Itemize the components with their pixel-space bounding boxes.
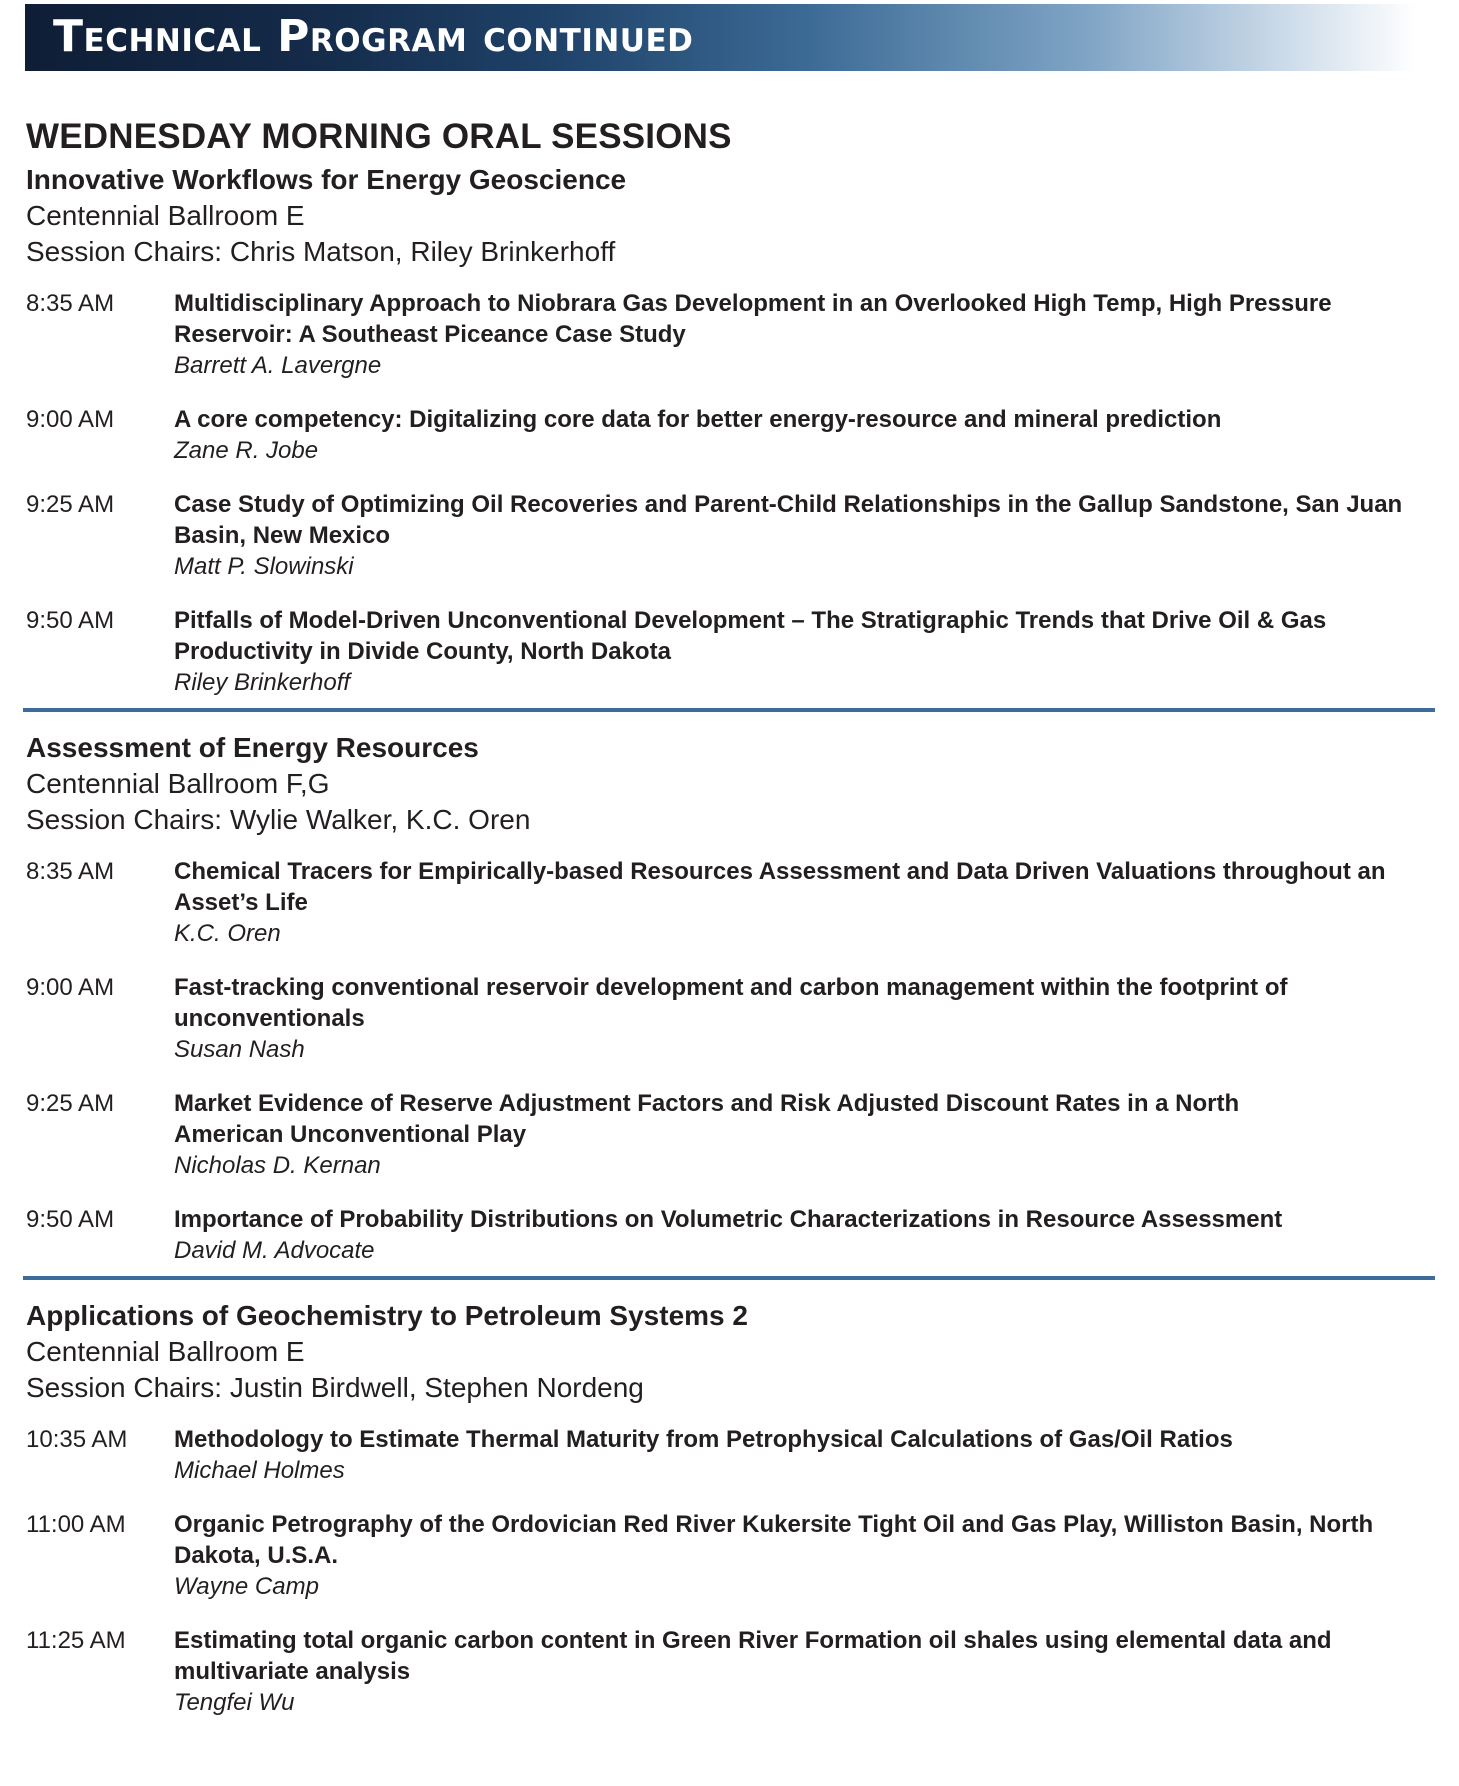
session-room: Centennial Ballroom F,G [26,768,330,799]
session-assessment-energy-resources [26,730,1436,1266]
talk-item [26,1625,1436,1718]
talk-item [26,288,1436,381]
talk-title: Organic Petrography of the Ordovician Red River Kukersite Tight Oil and Gas Play, Williston Basin, North Dakota, U.S.A. [174,1511,1374,1569]
talk-author: David M. Advocate [174,1237,375,1264]
talk-item [26,1424,1436,1486]
talk-time: 9:25 AM [26,491,115,518]
talk-author: Michael Holmes [174,1457,345,1484]
section-banner [25,4,1417,71]
session-geochemistry-petroleum [26,1298,1436,1718]
talk-item [26,404,1436,466]
talk-author: Nicholas D. Kernan [174,1152,381,1179]
talk-time: 9:25 AM [26,1090,115,1117]
talk-title: Estimating total organic carbon content in Green River Formation oil shales using elemental data and multivariate analysis [174,1627,1332,1685]
session-chairs: Session Chairs: Wylie Walker, K.C. Oren [26,804,531,835]
talk-list [26,856,1436,1266]
talk-title: Fast-tracking conventional reservoir development and carbon management within the footprint of unconventionals [174,974,1288,1032]
talk-list [26,288,1436,698]
talk-item [26,1088,1436,1181]
session-innovative-workflows [26,162,1436,698]
talk-author: K.C. Oren [174,920,281,947]
talk-author: Tengfei Wu [174,1689,295,1716]
talk-time: 8:35 AM [26,858,115,885]
talk-title: Methodology to Estimate Thermal Maturity from Petrophysical Calculations of Gas/Oil Ratios [174,1426,1233,1453]
talk-time: 9:00 AM [26,974,115,1001]
session-chairs: Session Chairs: Chris Matson, Riley Brinkerhoff [26,236,616,267]
talk-title: Market Evidence of Reserve Adjustment Factors and Risk Adjusted Discount Rates in a North American Unconventional Play [174,1090,1240,1148]
talk-title: A core competency: Digitalizing core data for better energy-resource and mineral prediction [174,406,1222,433]
talk-time: 10:35 AM [26,1426,128,1453]
talk-time: 11:00 AM [26,1511,126,1538]
session-title: Innovative Workflows for Energy Geoscience [26,164,627,195]
talk-title: Multidisciplinary Approach to Niobrara Gas Development in an Overlooked High Temp, High Pressure Reservoir: A Southeast Piceance Case Study [174,290,1332,348]
session-title: Assessment of Energy Resources [26,732,479,763]
talk-time: 9:50 AM [26,1206,115,1233]
talk-author: Susan Nash [174,1036,305,1063]
talk-time: 8:35 AM [26,290,115,317]
session-title: Applications of Geochemistry to Petroleum Systems 2 [26,1300,748,1331]
talk-title: Importance of Probability Distributions on Volumetric Characterizations in Resource Assessment [174,1206,1283,1233]
session-divider [23,1276,1435,1280]
talk-title: Case Study of Optimizing Oil Recoveries and Parent-Child Relationships in the Gallup Sandstone, San Juan Basin, New Mexico [174,491,1403,549]
talk-time: 11:25 AM [26,1627,126,1654]
talk-item [26,605,1436,698]
talk-item [26,972,1436,1065]
talk-item [26,1204,1436,1266]
talk-time: 9:50 AM [26,607,115,634]
talk-author: Riley Brinkerhoff [174,669,351,696]
session-chairs: Session Chairs: Justin Birdwell, Stephen Nordeng [26,1372,644,1403]
session-room: Centennial Ballroom E [26,1336,305,1367]
talk-author: Zane R. Jobe [174,437,319,464]
banner-title: Technical Program continued [53,11,694,62]
talk-item [26,1509,1436,1602]
talk-time: 9:00 AM [26,406,115,433]
session-room: Centennial Ballroom E [26,200,305,231]
talk-author: Barrett A. Lavergne [174,352,382,379]
session-divider [23,708,1435,712]
talk-item [26,489,1436,582]
talk-author: Wayne Camp [174,1573,319,1600]
talk-author: Matt P. Slowinski [174,553,354,580]
talk-list [26,1424,1436,1718]
talk-item [26,856,1436,949]
talk-title: Chemical Tracers for Empirically-based Resources Assessment and Data Driven Valuations throughout an Asset’s Life [174,858,1386,916]
program-content [26,112,1436,1718]
talk-title: Pitfalls of Model-Driven Unconventional Development – The Stratigraphic Trends that Drive Oil & Gas Productivity in Divide County, North Dakota [174,607,1327,665]
day-heading: WEDNESDAY MORNING ORAL SESSIONS [26,117,732,156]
